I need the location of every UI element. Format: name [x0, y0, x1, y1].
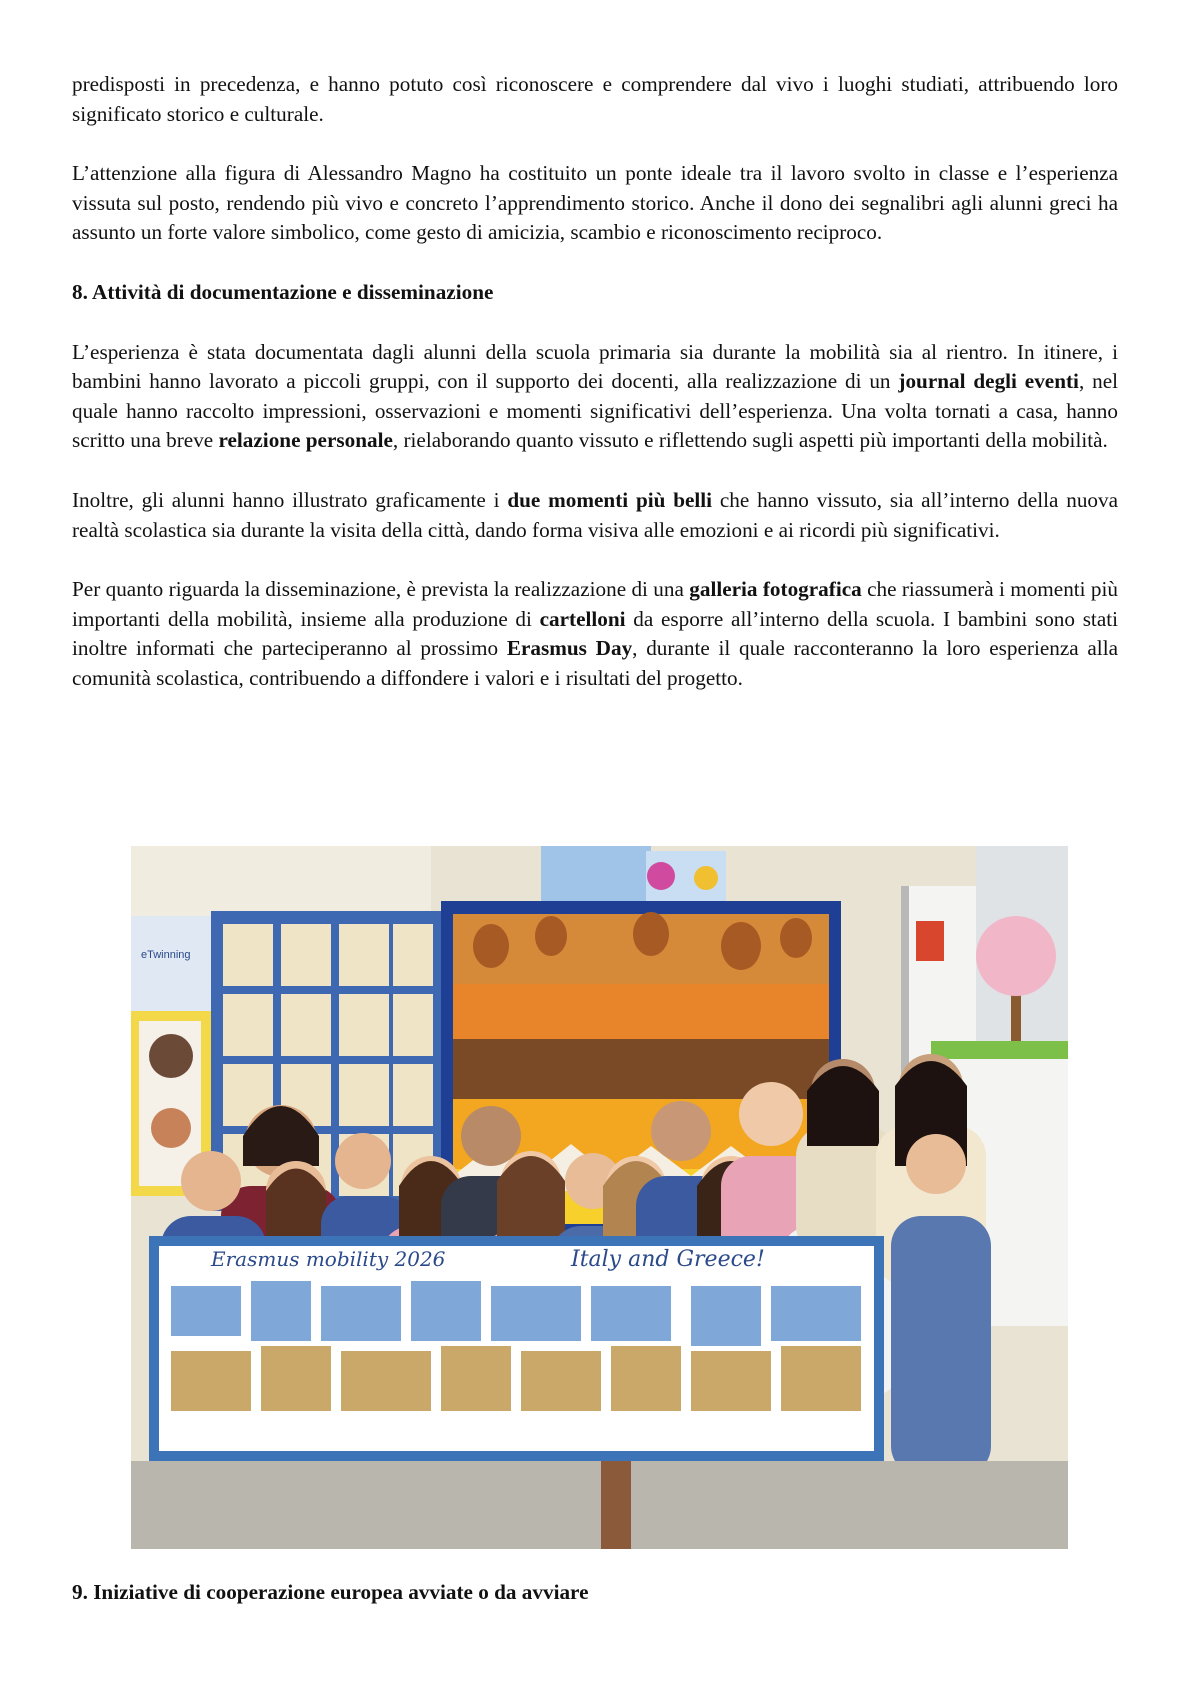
paragraph: Inoltre, gli alunni hanno illustrato graficamente i due momenti più belli che hanno vissuto, sia all’interno della nuova realtà scolastica sia durante la visita della città, dando forma visiva alle emozioni e ai ricordi più significativi. — [72, 487, 1119, 542]
paragraph: Per quanto riguarda la disseminazione, è prevista la realizzazione di una galleria fotografica che riassumerà i momenti più importanti della mobilità, insieme alla produzione di cartelloni da esporre all’interno della scuola. I bambini sono stati inoltre informati che parteciperanno al prossimo Erasmus Day, durante il quale racconteranno la loro esperienza alla comunità scolastica, contribuendo a diffondere i valori e i risultati del progetto. — [72, 577, 1118, 690]
document-body — [72, 70, 1118, 694]
poster-label: eTwinning — [141, 949, 191, 961]
paragraph: L’attenzione alla figura di Alessandro Magno ha costituito un ponte ideale tra il lavoro svolto in classe e l’esperienza vissuta sul posto, rendendo più vivo e concreto l’apprendimento storico. Anche il dono dei segnalibri agli alunni greci ha assunto un forte valore simbolico, come gesto di amicizia, scambio e riconoscimento reciproco. — [72, 161, 1118, 245]
section-heading: 9. Iniziative di cooperazione europea avviate o da avviare — [72, 1580, 589, 1604]
banner-right-text: Italy and Greece! — [571, 1247, 765, 1272]
paragraph: predisposti in precedenza, e hanno potuto così riconoscere e comprendere dal vivo i luoghi studiati, attribuendo loro significato storico e culturale. — [72, 72, 1118, 126]
paragraph: L’esperienza è stata documentata dagli alunni della scuola primaria sia durante la mobilità sia al rientro. In itinere, i bambini hanno lavorato a piccoli gruppi, con il supporto dei docenti, alla realizzazione di un journal degli eventi, nel quale hanno raccolto impressioni, osservazioni e momenti significativi dell’esperienza. Una volta tornati a casa, hanno scritto una breve relazione personale, rielaborando quanto vissuto e riflettendo sugli aspetti più importanti della mobilità. — [72, 339, 1118, 453]
class-photo — [131, 846, 1068, 1549]
section-heading: 8. Attività di documentazione e disseminazione — [72, 279, 494, 304]
banner-left-text: Erasmus mobility 2026 — [211, 1247, 446, 1271]
